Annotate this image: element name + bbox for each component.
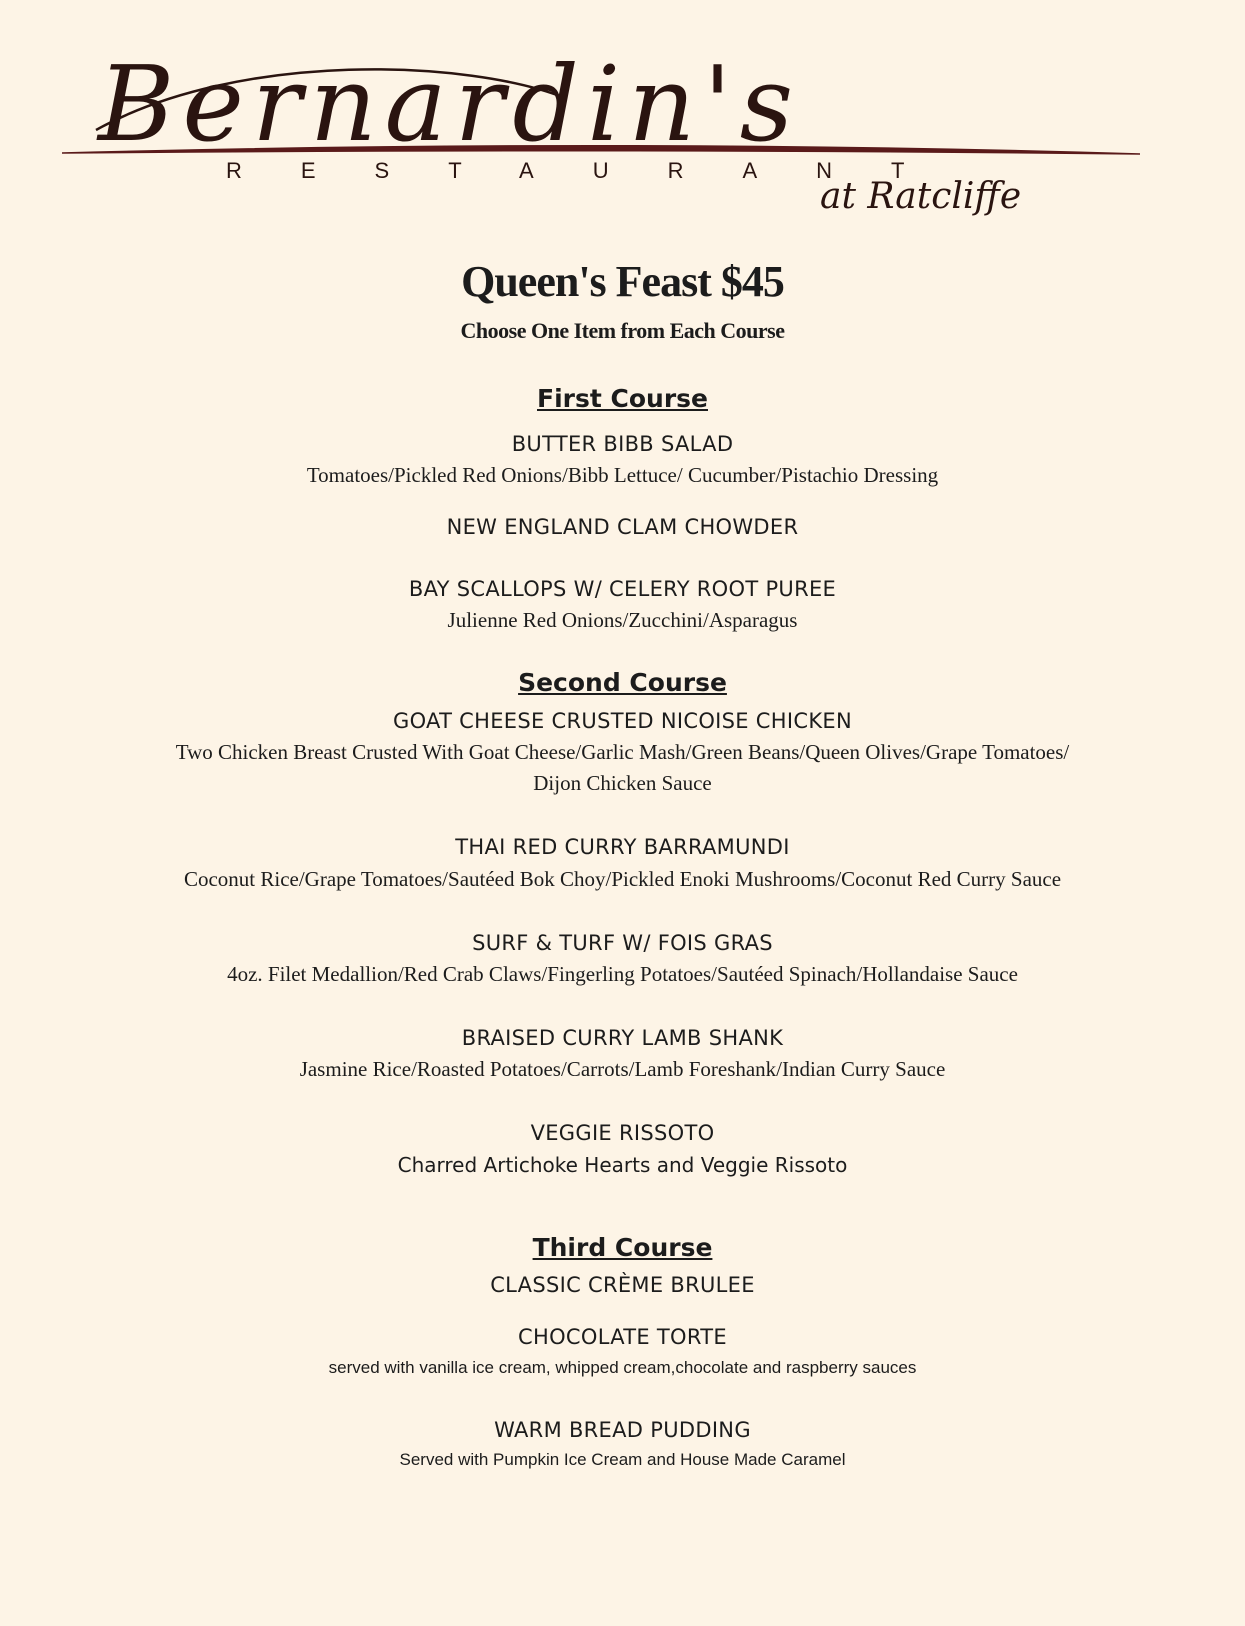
menu-item-name: BUTTER BIBB SALAD [511, 432, 734, 456]
logo-location: at Ratcliffe [820, 176, 1022, 217]
menu-subtitle: Choose One Item from Each Course [460, 318, 785, 343]
menu-item-name: THAI RED CURRY BARRAMUNDI [455, 835, 790, 859]
menu-item-description: Tomatoes/Pickled Red Onions/Bibb Lettuce/ Cucumber/Pistachio Dressing [306, 463, 939, 487]
menu-item-description: Coconut Rice/Grape Tomatoes/Sautéed Bok Choy/Pickled Enoki Mushrooms/Coconut Red Curry Sauce [183, 867, 1062, 891]
course-heading-first: First Course [537, 384, 708, 413]
course-heading-second: Second Course [518, 668, 727, 697]
course-heading-third: Third Course [532, 1233, 713, 1262]
menu-item-description: served with vanilla ice cream, whipped cream,chocolate and raspberry sauces [328, 1358, 917, 1377]
menu-item-name: BRAISED CURRY LAMB SHANK [461, 1026, 784, 1050]
menu-item-name: VEGGIE RISSOTO [530, 1121, 715, 1145]
menu-item-description: Served with Pumpkin Ice Cream and House Made Caramel [399, 1450, 846, 1469]
menu-item-name: GOAT CHEESE CRUSTED NICOISE CHICKEN [393, 709, 852, 733]
menu-item-description: Jasmine Rice/Roasted Potatoes/Carrots/Lamb Foreshank/Indian Curry Sauce [299, 1057, 946, 1081]
menu-item-name: NEW ENGLAND CLAM CHOWDER [446, 515, 799, 539]
restaurant-logo [0, 0, 1245, 230]
menu-item-name: CLASSIC CRÈME BRULEE [490, 1273, 755, 1297]
menu-item-name: BAY SCALLOPS W/ CELERY ROOT PUREE [408, 577, 837, 601]
menu-item-name: SURF & TURF W/ FOIS GRAS [472, 931, 773, 955]
logo-name: Bernardin's [98, 43, 802, 165]
menu-title: Queen's Feast $45 [461, 257, 784, 306]
menu-item-description: Dijon Chicken Sauce [533, 771, 712, 795]
menu-item-name: CHOCOLATE TORTE [518, 1325, 727, 1349]
menu-item-description: 4oz. Filet Medallion/Red Crab Claws/Fingerling Potatoes/Sautéed Spinach/Hollandaise Sauce [227, 962, 1018, 986]
menu-item-description: Julienne Red Onions/Zucchini/Asparagus [447, 608, 798, 632]
menu-item-name: WARM BREAD PUDDING [494, 1418, 751, 1442]
logo-subtitle: RESTAURANT [226, 158, 964, 183]
menu-item-description: Two Chicken Breast Crusted With Goat Cheese/Garlic Mash/Green Beans/Queen Olives/Grape Tomatoes/ [175, 740, 1070, 764]
menu-item-description: Charred Artichoke Hearts and Veggie Rissoto [397, 1153, 848, 1177]
